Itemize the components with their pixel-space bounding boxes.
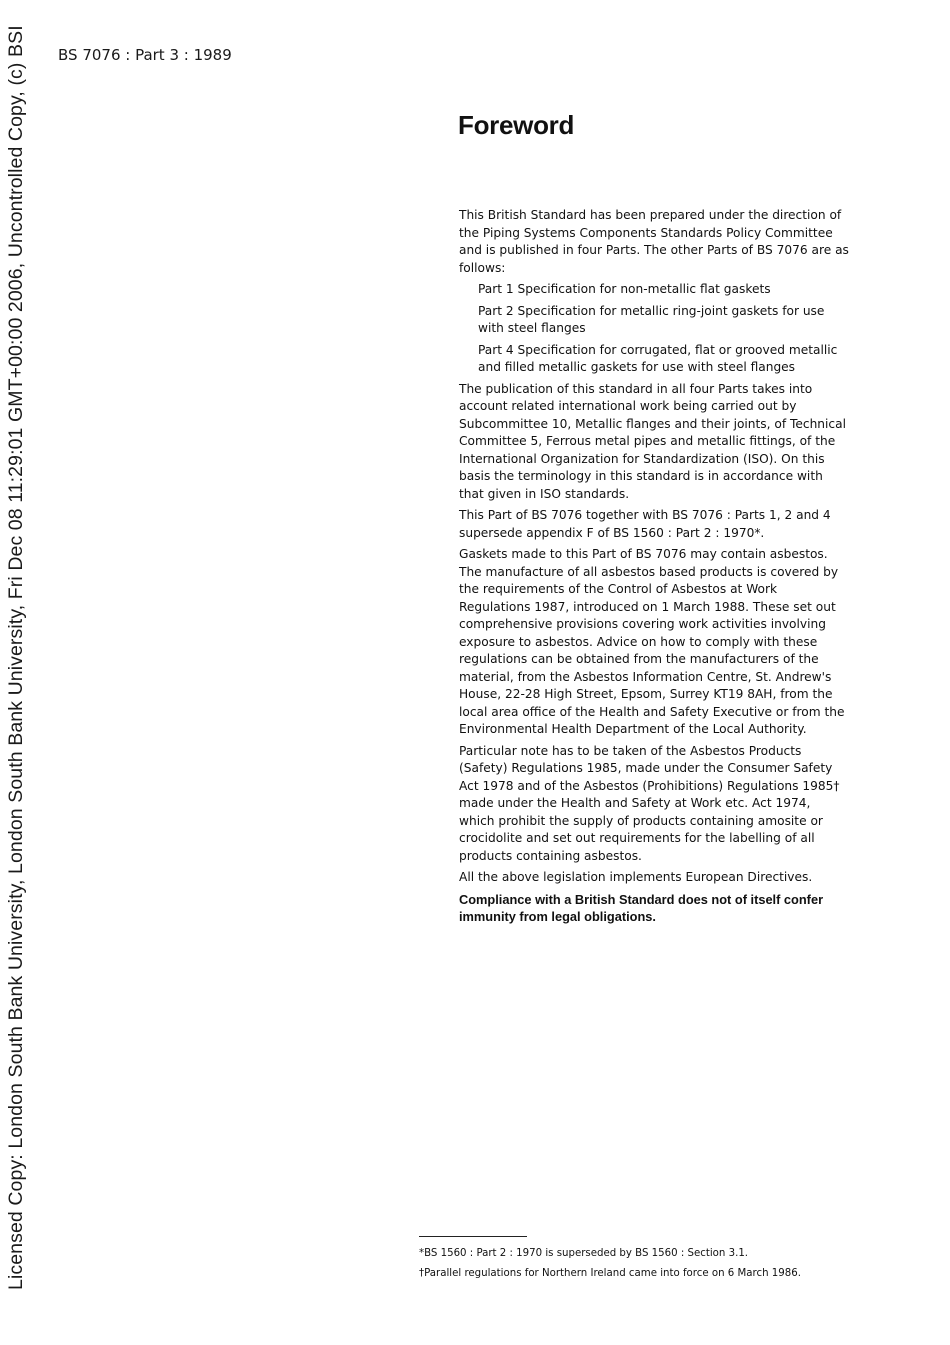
list-item: Part 4 Specification for corrugated, flat or grooved metallic and filled metallic gaskets for use with steel flanges	[478, 342, 838, 374]
footnotes	[419, 1244, 859, 1284]
intro-paragraph: This British Standard has been prepared under the direction of the Piping Systems Components Standards Policy Committee and is published in four Parts. The other Parts of BS 7076 are as follows:	[459, 208, 849, 275]
footnote: †Parallel regulations for Northern Ireland came into force on 6 March 1986.	[419, 1268, 801, 1279]
compliance-note: Compliance with a British Standard does not of itself confer immunity from legal obligations.	[459, 891, 824, 924]
list-item: Part 2 Specification for metallic ring-joint gaskets for use with steel flanges	[478, 303, 825, 335]
footnote-divider	[419, 1236, 527, 1237]
regulations-paragraph: Particular note has to be taken of the Asbestos Products (Safety) Regulations 1985, made under the Consumer Safety Act 1978 and of the Asbestos (Prohibitions) Regulations 1985† made under the Health and Safety at Work etc. Act 1974, which prohibit the supply of products containing amosite or crocidolite and set out requirements for the labelling of all products containing asbestos.	[459, 743, 840, 863]
licensed-copy-banner: Licensed Copy: London South Bank University, London South Bank University, Fri Dec 08 11:29:01 GMT+00:00 2006, Uncontrolled Copy, (c) BSI	[5, 25, 27, 1290]
page-title: Foreword	[458, 110, 575, 140]
footnote: *BS 1560 : Part 2 : 1970 is superseded by BS 1560 : Section 3.1.	[419, 1248, 749, 1259]
standard-reference: BS 7076 : Part 3 : 1989	[58, 46, 232, 64]
asbestos-paragraph: Gaskets made to this Part of BS 7076 may contain asbestos. The manufacture of all asbestos based products is covered by the requirements of the Control of Asbestos at Work Regulations 1987, introduced on 1 March 1988. These set out comprehensive provisions covering work activities involving exposure to asbestos. Advice on how to comply with these regulations can be obtained from the manufacturers of the material, from the Asbestos Information Centre, St. Andrew's House, 22-28 High Street, Epsom, Surrey KT19 8AH, from the local area office of the Health and Safety Executive or from the Environmental Health Department of the Local Authority.	[459, 547, 845, 736]
supersede-paragraph: This Part of BS 7076 together with BS 7076 : Parts 1, 2 and 4 supersede appendix F of BS 1560 : Part 2 : 1970*.	[459, 508, 831, 540]
directives-paragraph: All the above legislation implements European Directives.	[459, 870, 813, 884]
foreword-body	[459, 207, 849, 930]
list-item: Part 1 Specification for non-metallic flat gaskets	[478, 282, 771, 296]
publication-paragraph: The publication of this standard in all four Parts takes into account related international work being carried out by Subcommittee 10, Metallic flanges and their joints, of Technical Committee 5, Ferrous metal pipes and metallic fittings, of the International Organization for Standardization (ISO). On this basis the terminology in this standard is in accordance with that given in ISO standards.	[459, 381, 846, 501]
other-parts-list	[459, 281, 849, 377]
